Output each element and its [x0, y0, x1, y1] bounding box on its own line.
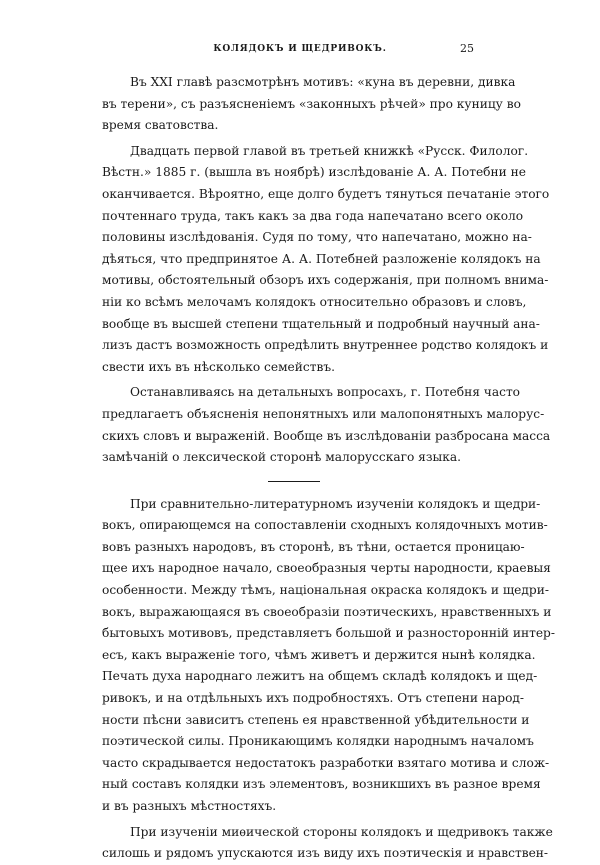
paragraph [102, 494, 555, 818]
text-line: замѣчаній о лексической сторонѣ малорусскаго языка. [102, 450, 461, 465]
text-line: свести ихъ въ нѣсколько семействъ. [102, 359, 335, 374]
running-title: КОЛЯДОКЪ И ЩЕДРИВОКЪ. [213, 44, 387, 54]
text-line: щее ихъ народное начало, своеобразныя черты народности, краевыя [102, 561, 551, 576]
text-line: оканчивается. Вѣроятно, еще долго будетъ тянуться печатаніе этого [102, 186, 550, 201]
text-line: въ терени», съ разъясненіемъ «законныхъ рѣчей» про куницу во [102, 96, 521, 111]
text-line: ный составъ колядки изъ элементовъ, возникшихъ въ разное время [102, 777, 541, 792]
text-line: есъ, какъ выраженіе того, чѣмъ живетъ и держится нынѣ колядка. [102, 647, 536, 662]
text-line: Вѣстн.» 1885 г. (вышла въ ноябрѣ) изслѣдованіе А. А. Потебни не [102, 165, 526, 180]
text-line: дѣяться, что предпринятое А. А. Потебней разложеніе колядокъ на [102, 251, 541, 266]
text-line: поэтической силы. Проникающимъ колядки народнымъ началомъ [102, 734, 534, 749]
text-line: ности пѣсни зависитъ степень ея нравственной убѣдительности и [102, 712, 530, 727]
text-line: При сравнительно-литературномъ изученіи колядокъ и щедри- [130, 496, 541, 511]
text-line: вокъ, выражающаяся въ своеобразіи поэтическихъ, нравственныхъ и [102, 604, 552, 619]
text-line: время сватовства. [102, 118, 219, 133]
text-line: почтеннаго труда, такъ какъ за два года напечатано всего около [102, 208, 524, 223]
paragraph [102, 382, 551, 468]
text-line: вокъ, опирающемся на сопоставленіи сходныхъ колядочныхъ мотив- [102, 518, 548, 533]
paragraph [102, 822, 553, 865]
text-line: вовъ разныхъ народовъ, въ сторонѣ, въ тѣни, остается проницаю- [102, 539, 525, 554]
text-line: и въ разныхъ мѣстностяхъ. [102, 799, 277, 813]
text-line: Двадцать первой главой въ третьей книжкѣ «Русск. Филолог. [130, 143, 529, 158]
upper-section [102, 72, 551, 469]
text-line: Печать духа народнаго лежитъ на общемъ складѣ колядокъ и щед- [102, 669, 538, 684]
text-line: При изученіи миѳической стороны колядокъ и щедривокъ также [130, 824, 553, 839]
text-line: ніи ко всѣмъ мелочамъ колядокъ относительно образовъ и словъ, [102, 294, 527, 309]
text-line: Въ XXI главѣ разсмотрѣнъ мотивъ: «куна въ деревни, дивка [130, 75, 516, 89]
page-number: 25 [460, 42, 474, 55]
text-line: Останавливаясь на детальныхъ вопросахъ, г. Потебня часто [130, 385, 521, 400]
section-divider [268, 481, 320, 482]
text-line: скихъ словъ и выраженій. Вообще въ изслѣдованіи разбросана масса [102, 428, 551, 443]
text-line: половины изслѣдованія. Судя по тому, что напечатано, можно на- [102, 230, 532, 245]
paragraph [102, 72, 521, 137]
text-line: мотивы, обстоятельный обзоръ ихъ содержанія, при полномъ внима- [102, 273, 549, 288]
page-body [102, 72, 555, 865]
text-line: силошь и рядомъ упускаются изъ виду ихъ поэтическія и нравствен- [102, 846, 549, 861]
text-line: предлагаетъ объясненія непонятныхъ или малопонятныхъ малорус- [102, 406, 545, 421]
lower-section [102, 494, 555, 865]
text-line: особенности. Между тѣмъ, національная окраска колядокъ и щедри- [102, 583, 549, 598]
text-line: часто скрадывается недостатокъ разработки взятаго мотива и слож- [102, 755, 550, 770]
text-line: вообще въ высшей степени тщательный и подробный научный ана- [102, 316, 540, 331]
text-line: лизъ дастъ возможность опредѣлить внутреннее родство колядокъ и [102, 338, 549, 353]
paragraph [102, 141, 550, 379]
text-line: ривокъ, и на отдѣльныхъ ихъ подробностяхъ. Отъ степени народ- [102, 691, 525, 706]
text-line: бытовыхъ мотивовъ, представляетъ большой и разносторонній интер- [102, 626, 555, 641]
